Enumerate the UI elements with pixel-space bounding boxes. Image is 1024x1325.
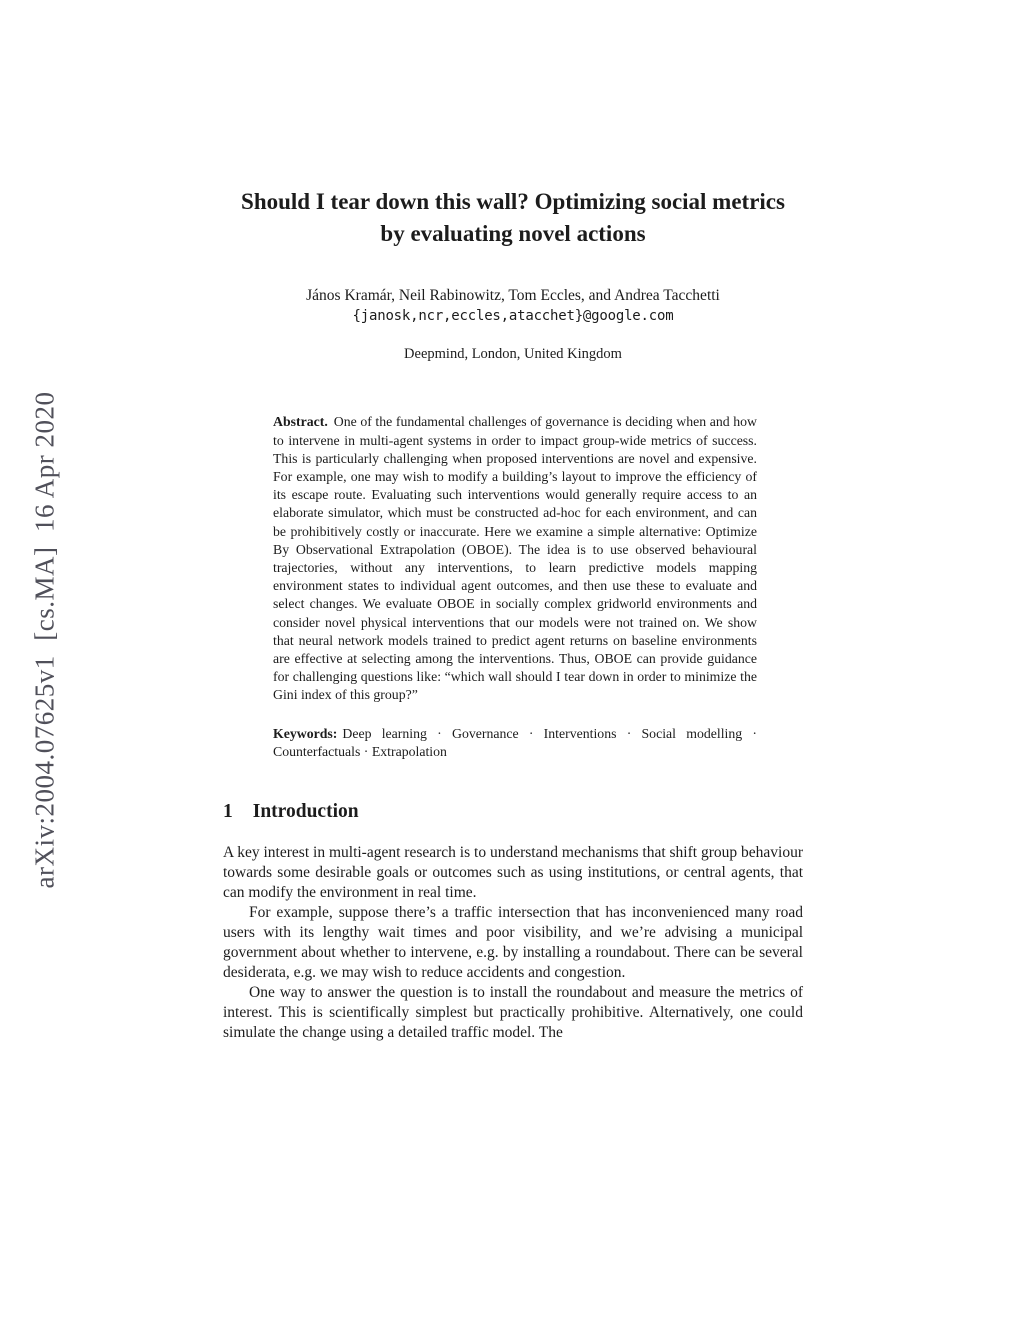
author-emails: {janosk,ncr,eccles,atacchet}@google.com — [352, 308, 674, 325]
keywords-label: Keywords: — [273, 725, 338, 741]
arxiv-watermark: arXiv:2004.07625v1 [cs.MA] 16 Apr 2020 — [29, 391, 60, 889]
affiliation: Deepmind, London, United Kingdom — [404, 346, 622, 363]
abstract — [273, 413, 757, 704]
section-number: 1 — [223, 801, 233, 823]
paper-content — [223, 186, 803, 1043]
authors: János Kramár, Neil Rabinowitz, Tom Eccles, and Andrea Tacchetti — [306, 287, 720, 305]
section-title: Introduction — [252, 801, 359, 823]
keywords — [273, 725, 757, 761]
paragraph: For example, suppose there’s a traffic intersection that has inconvenienced many road users with its lengthy wait times and poor visibility, and we’re advising a municipal government about whether to intervene, e.g. by installing a roundabout. There can be several desiderata, e.g. we may wish to reduce accidents and congestion. — [223, 904, 803, 982]
paragraph: A key interest in multi-agent research is to understand mechanisms that shift group behaviour towards some desirable goals or outcomes such as using institutions, or central agents, that can modify the environment in real time. — [223, 844, 803, 902]
section-heading — [223, 799, 803, 825]
paper-title: Should I tear down this wall? Optimizing social metrics by evaluating novel actions — [241, 189, 785, 247]
abstract-label: Abstract. — [273, 414, 328, 430]
keywords-text: Deep learning · Governance · Interventions · Social modelling · Counterfactuals · Extrapolation — [273, 725, 757, 759]
paragraph: One way to answer the question is to install the roundabout and measure the metrics of interest. This is scientifically simplest but practically prohibitive. Alternatively, one could simulate the change using a detailed traffic model. The — [223, 984, 803, 1042]
abstract-text: One of the fundamental challenges of governance is deciding when and how to intervene in multi-agent systems in order to impact group-wide metrics of success. This is particularly challenging when proposed interventions are novel and expensive. For example, one may wish to modify a building’s layout to improve the efficiency of its escape route. Evaluating such interventions would generally require access to an elaborate simulator, which must be constructed ad-hoc for each environment, and can be prohibitively costly or inaccurate. Here we examine a simple alternative: Optimize By Observational Extrapolation (OBOE). The idea is to use observed behavioural trajectories, without any interventions, to learn predictive models mapping environment states to individual agent outcomes, and then use these to evaluate and select changes. We evaluate OBOE in socially complex gridworld environments and consider novel physical interventions that our models were not trained on. We show that neural network models trained to predict agent returns on baseline environments are effective at selecting among the interventions. Thus, OBOE can provide guidance for challenging questions like: “which wall should I tear down in order to minimize the Gini index of this group?” — [273, 414, 757, 703]
